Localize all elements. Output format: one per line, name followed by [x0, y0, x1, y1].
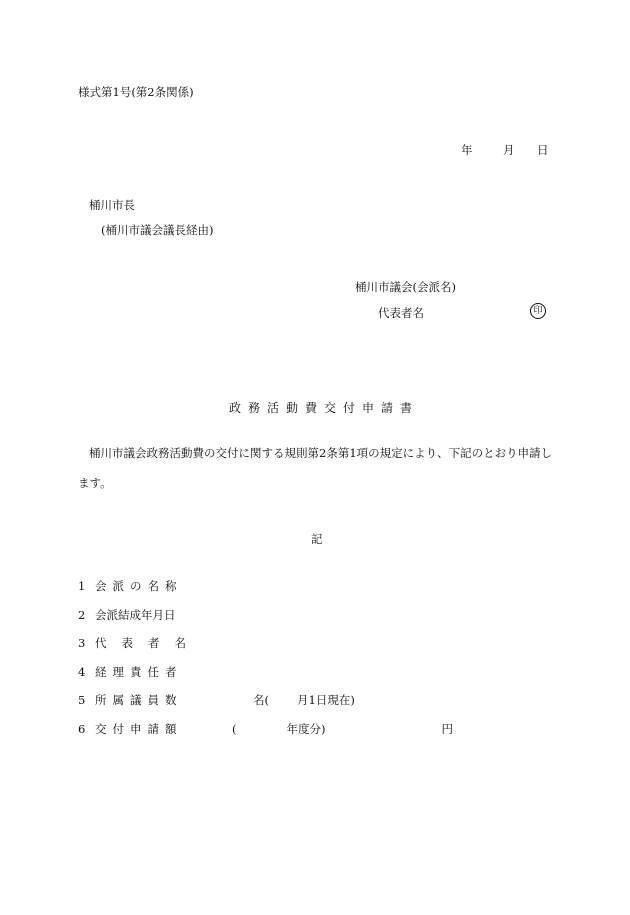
- list-item: [78, 572, 453, 601]
- amount-fiscal-year: 年度分): [286, 721, 326, 736]
- item-number: 5: [78, 693, 86, 708]
- members-date-note: 月1日現在): [297, 693, 355, 708]
- members-unit: 名(: [253, 693, 269, 708]
- item-number: 4: [78, 664, 86, 679]
- ki-heading: 記: [311, 532, 323, 546]
- representative-label: 代表者名: [378, 306, 424, 320]
- date-line: [461, 142, 549, 158]
- item-label: 会派の名称: [95, 579, 183, 594]
- applicant-party: 桶川市議会(会派名): [355, 280, 456, 294]
- item-list: [78, 572, 453, 743]
- item-number: 1: [78, 579, 86, 594]
- item-number: 6: [78, 721, 86, 736]
- date-month-label: 月: [503, 143, 515, 157]
- date-year-label: 年: [461, 143, 473, 157]
- form-number: 様式第1号(第2条関係): [78, 85, 194, 99]
- document-title: 政務活動費交付申請書: [229, 401, 420, 415]
- item-number: 3: [78, 636, 86, 651]
- item-number: 2: [78, 607, 86, 622]
- amount-field: [232, 721, 453, 737]
- addressee: 桶川市長: [89, 198, 135, 212]
- seal-mark: 印: [530, 303, 546, 319]
- item-label: 交付申請額: [95, 721, 183, 736]
- item-label: 経理責任者: [95, 664, 183, 679]
- list-item: [78, 629, 453, 658]
- date-day-label: 日: [537, 143, 549, 157]
- amount-yen: 円: [441, 721, 453, 736]
- amount-paren: (: [232, 721, 237, 736]
- list-item: [78, 715, 453, 744]
- body-text: 桶川市議会政務活動費の交付に関する規則第2条第1項の規定により、下記のとおり申請します。: [78, 446, 553, 490]
- list-item: [78, 658, 453, 687]
- members-count-field: [253, 692, 355, 708]
- item-label: 代表者名: [95, 636, 201, 651]
- list-item: [78, 601, 453, 630]
- item-label: 所属議員数: [95, 693, 183, 708]
- via-note: (桶川市議会議長経由): [101, 223, 214, 237]
- item-label: 会派結成年月日: [95, 607, 176, 622]
- list-item: [78, 686, 453, 715]
